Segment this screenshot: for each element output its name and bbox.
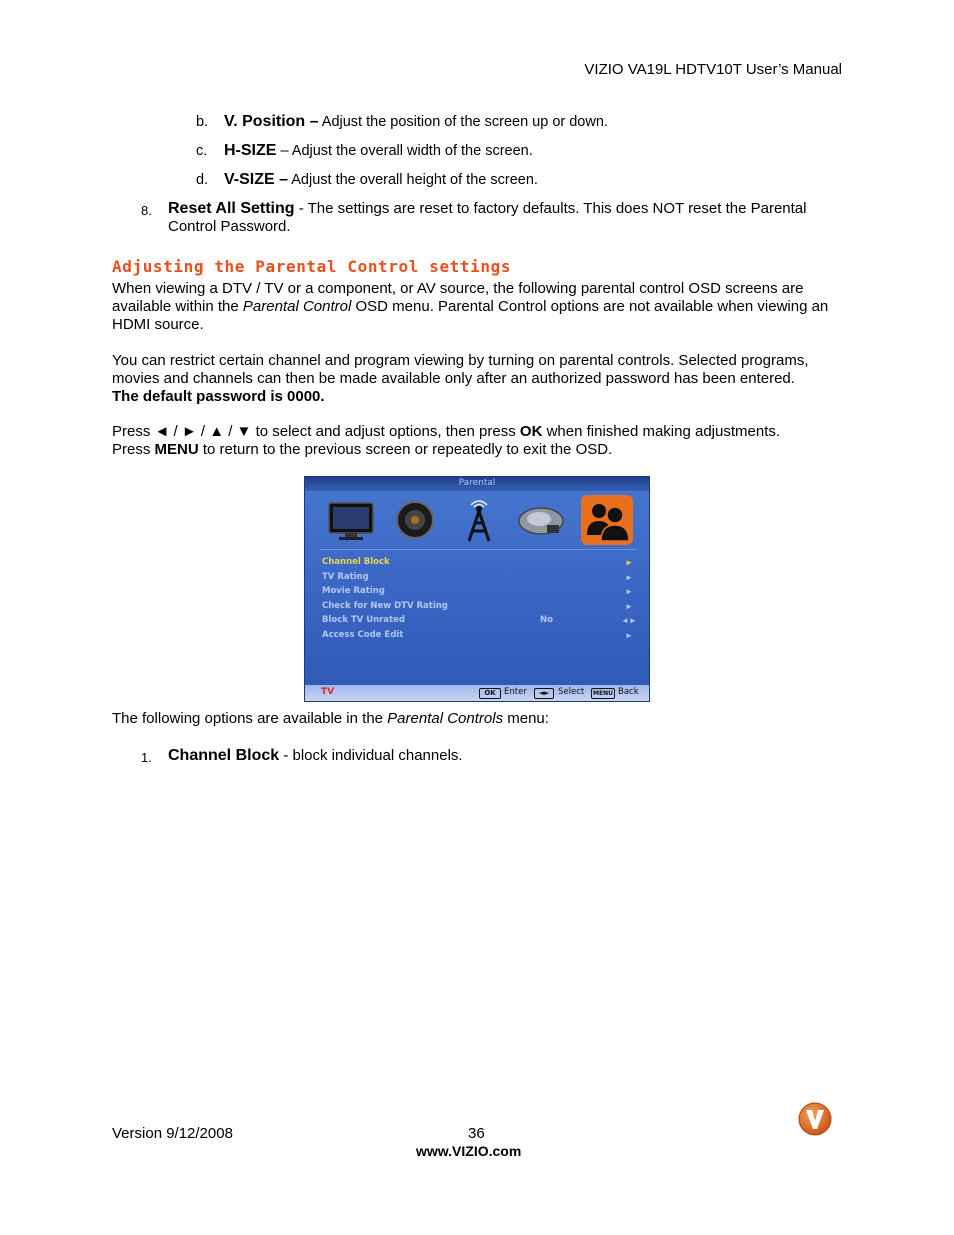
osd-source: TV [321, 687, 335, 697]
paragraph-restrict: You can restrict certain channel and program viewing by turning on parental controls. Selected programs, movies and channels can then be made available only after an authorized password has been entered. The default password is 0000. [112, 352, 809, 405]
osd-menu-channel-block[interactable]: Channel Block [322, 557, 390, 567]
osd-separator [319, 549, 637, 550]
vizio-logo-icon [797, 1101, 833, 1137]
select-key-icon: ◄► [534, 688, 554, 699]
sub-item-v-position: b. V. Position – Adjust the position of the screen up or down. [196, 113, 608, 130]
osd-back-label: Back [618, 687, 639, 697]
section-heading: Adjusting the Parental Control settings [112, 257, 512, 276]
sub-item-v-size: d. V-SIZE – Adjust the overall height of the screen. [196, 171, 538, 188]
parental-osd-screenshot [304, 476, 650, 702]
menu-key-icon: MENU [591, 688, 615, 699]
footer-version: Version 9/12/2008 [112, 1125, 233, 1142]
osd-menu-arrow: ► [625, 587, 633, 596]
osd-menu-check-new-dtv-rating[interactable]: Check for New DTV Rating [322, 601, 448, 611]
osd-title-bar [305, 477, 649, 491]
header-title: VIZIO VA19L HDTV10T User’s Manual [584, 61, 842, 78]
osd-menu-access-code-edit[interactable]: Access Code Edit [322, 630, 404, 640]
paragraph-options: The following options are available in the Parental Controls menu: [112, 710, 549, 727]
parental-icon [581, 495, 633, 545]
osd-menu-block-tv-unrated[interactable]: Block TV Unrated [322, 615, 406, 625]
osd-menu-arrow: ◄► [621, 616, 637, 625]
osd-menu-tv-rating[interactable]: TV Rating [322, 572, 369, 582]
list-item-reset-all-setting: 8. Reset All Setting - The settings are reset to factory defaults. This does NOT reset the Parental Control Password. [141, 200, 807, 235]
tv-icon [325, 495, 377, 545]
osd-footer [305, 685, 649, 701]
osd-title: Parental [458, 478, 496, 488]
paragraph-intro: When viewing a DTV / TV or a component, or AV source, the following parental control OSD screens are available within the Parental Control OSD menu. Parental Control options are not available when viewing an HDMI source. [112, 280, 829, 333]
osd-select-label: Select [558, 687, 585, 697]
page-number: 36 [468, 1125, 485, 1142]
sub-item-h-size: c. H-SIZE – Adjust the overall width of the screen. [196, 142, 533, 159]
osd-menu-movie-rating[interactable]: Movie Rating [322, 586, 385, 596]
osd-menu-arrow: ► [625, 573, 633, 582]
paragraph-press: Press ◄ / ► / ▲ / ▼ to select and adjust options, then press OK when finished making adjustments. Press MENU to return to the previous screen or repeatedly to exit the OSD. [112, 423, 781, 458]
list-item-channel-block: 1. Channel Block - block individual channels. [141, 747, 463, 765]
ok-key-icon: OK [479, 688, 501, 699]
antenna-icon [453, 495, 505, 545]
footer-url[interactable]: www.VIZIO.com [416, 1143, 522, 1159]
osd-menu-arrow: ► [625, 602, 633, 611]
satellite-icon [515, 495, 567, 545]
osd-menu-arrow: ► [625, 558, 633, 567]
osd-enter-label: Enter [504, 687, 527, 697]
speaker-icon [389, 495, 441, 545]
osd-menu-arrow: ► [625, 631, 633, 640]
osd-menu-value: No [540, 615, 553, 625]
